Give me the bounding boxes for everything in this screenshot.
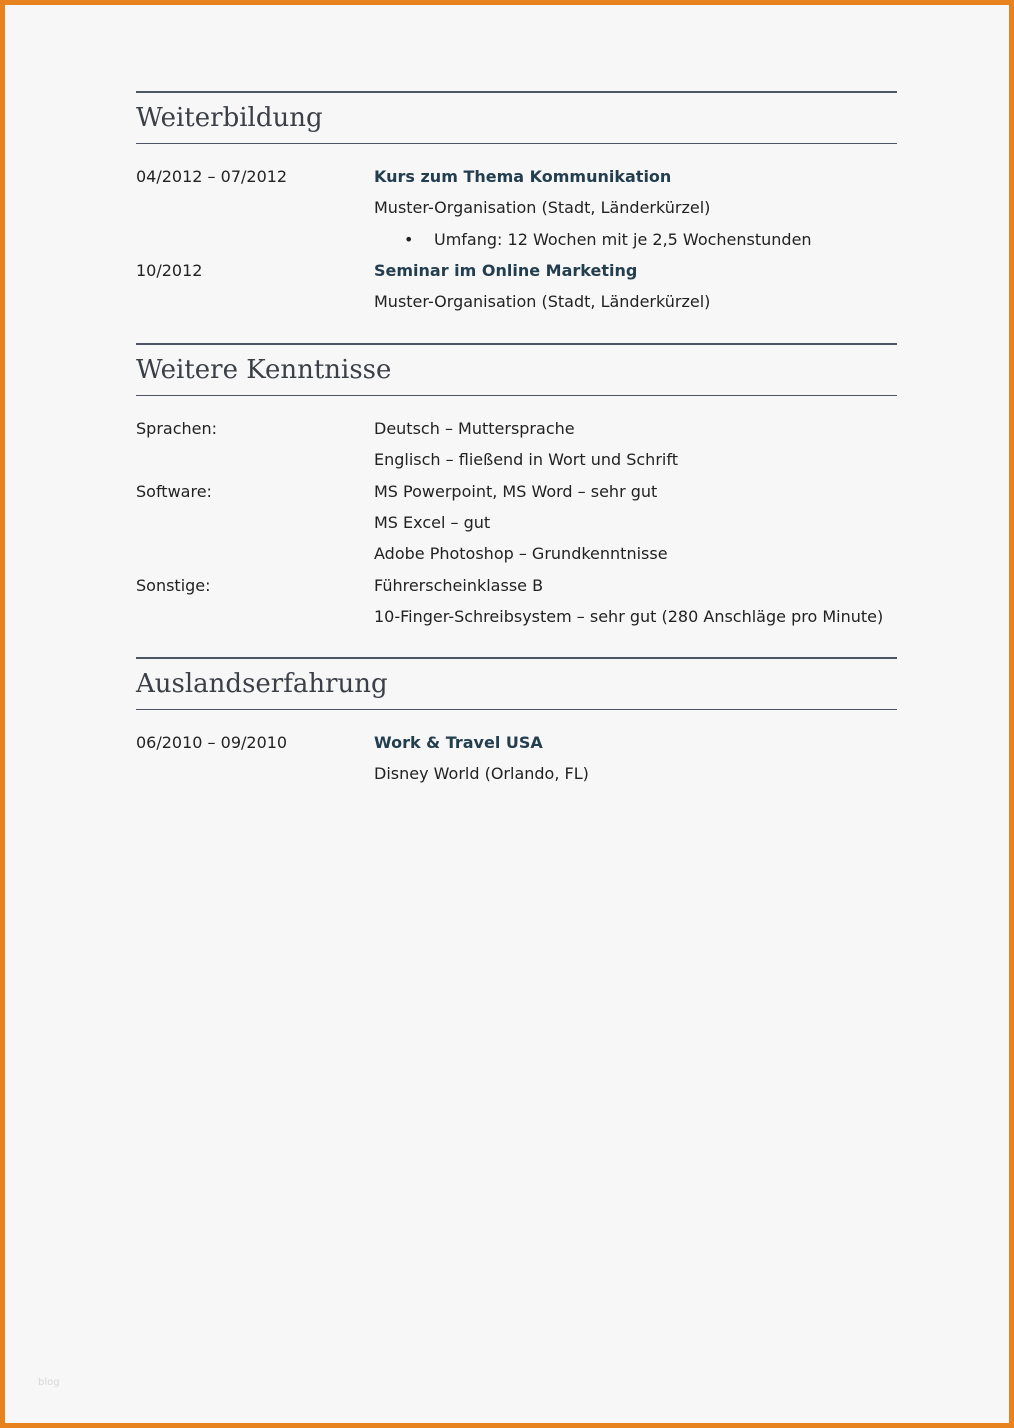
entry-date: 10/2012: [136, 261, 203, 281]
entry-label: Sonstige:: [136, 575, 211, 595]
entry-row: [136, 727, 897, 758]
entry-text: Deutsch – Muttersprache: [374, 419, 575, 439]
entry-row: [136, 444, 897, 475]
entry-text: MS Excel – gut: [374, 513, 491, 533]
entry-text: 10-Finger-Schreibsystem – sehr gut (280 Anschläge pro Minute): [374, 606, 884, 626]
entry-date: 06/2010 – 09/2010: [136, 733, 288, 753]
entry-title: Kurs zum Thema Kommunikation: [374, 167, 672, 187]
entry-row: [136, 507, 897, 538]
entry-list: [136, 727, 897, 790]
section-heading: Weitere Kenntnisse: [136, 354, 392, 385]
entry-label: Software:: [136, 481, 212, 501]
entry-text: Disney World (Orlando, FL): [374, 764, 589, 784]
entry-row: [136, 476, 897, 507]
entry-row: [136, 224, 897, 255]
entry-row: [136, 161, 897, 192]
entry-text: Muster-Organisation (Stadt, Länderkürzel): [374, 198, 711, 218]
entry-list: [136, 413, 897, 632]
entry-date: 04/2012 – 07/2012: [136, 167, 288, 187]
entry-row: [136, 538, 897, 569]
entry-text: Muster-Organisation (Stadt, Länderkürzel): [374, 292, 711, 312]
section-bottom-rule: [136, 143, 897, 145]
entry-row: [136, 192, 897, 223]
entry-row: [136, 569, 897, 600]
entry-text: MS Powerpoint, MS Word – sehr gut: [374, 481, 658, 501]
entry-list: [136, 161, 897, 317]
section-weiterbildung: [136, 91, 897, 317]
document-page: [5, 5, 1009, 1423]
entry-text: Adobe Photoshop – Grundkenntnisse: [374, 544, 668, 564]
bullet-text: Umfang: 12 Wochen mit je 2,5 Wochenstunden: [434, 229, 812, 249]
section-heading: Auslandserfahrung: [136, 668, 388, 699]
entry-label: Sprachen:: [136, 419, 218, 439]
entry-title: Seminar im Online Marketing: [374, 261, 638, 281]
section-auslandserfahrung: [136, 657, 897, 790]
entry-row: [136, 758, 897, 789]
section-bottom-rule: [136, 709, 897, 711]
entry-row: [136, 255, 897, 286]
entry-row: [136, 413, 897, 444]
entry-title: Work & Travel USA: [374, 733, 543, 753]
entry-row: [136, 601, 897, 632]
entry-row: [136, 286, 897, 317]
section-weitere-kenntnisse: [136, 343, 897, 632]
section-heading: Weiterbildung: [136, 102, 323, 133]
entry-text: Englisch – fließend in Wort und Schrift: [374, 450, 678, 470]
bullet-dot-icon: •: [404, 229, 414, 249]
section-bottom-rule: [136, 395, 897, 397]
watermark-text: blog: [38, 1377, 60, 1388]
bullet-item: [374, 230, 897, 249]
entry-text: Führerscheinklasse B: [374, 575, 544, 595]
